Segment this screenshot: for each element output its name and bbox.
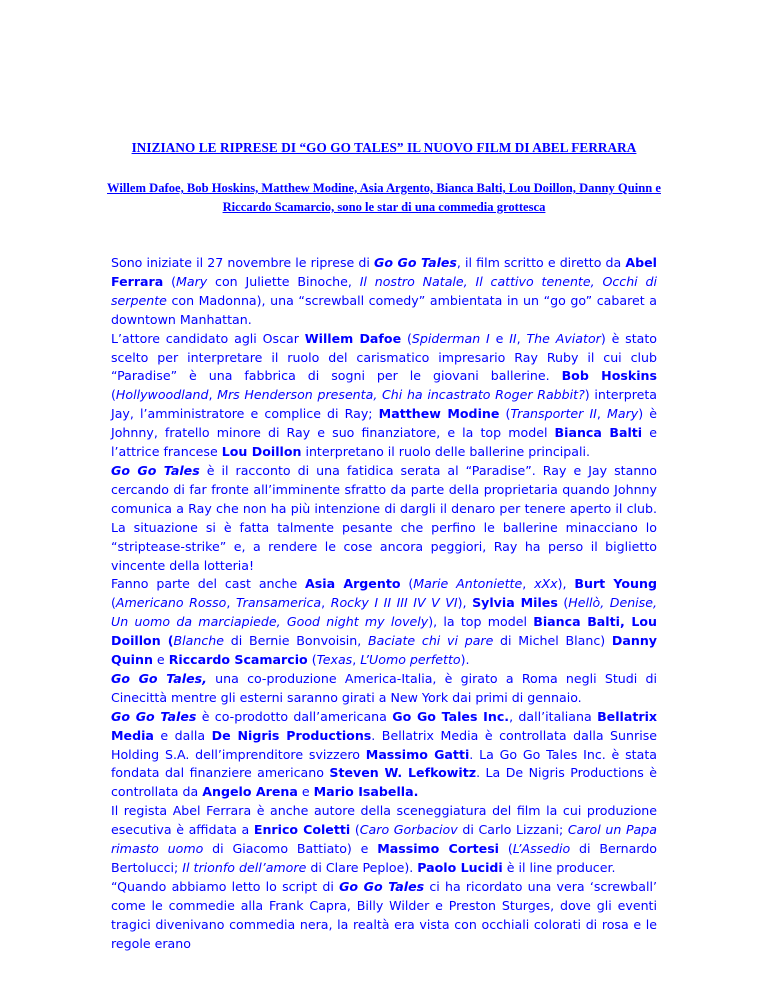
text-run: ). — [460, 652, 470, 668]
text-run: Hollywoodland — [115, 387, 209, 403]
text-run: L’Assedio — [512, 841, 571, 857]
document-subtitle: Willem Dafoe, Bob Hoskins, Matthew Modine, Asia Argento, Bianca Balti, Lou Doillon, Danny Quinn e Riccardo Scamarcio, sono le star di una commedia grottesca — [107, 181, 661, 214]
text-run: Il regista Abel Ferrara è anche autore della sceneggiatura del film la cui produzione esecutiva è affidata a — [111, 803, 657, 838]
text-run: Carol un Papa rimasto uomo — [111, 822, 657, 857]
text-run: è co-prodotto dall’americana — [196, 708, 393, 724]
text-run: Sono iniziate il 27 novembre le riprese di — [111, 255, 374, 270]
text-run: ) interpreta Jay, l’amministratore e complice di Ray; — [111, 387, 658, 422]
text-run: Abel Ferrara — [111, 255, 657, 289]
text-run: Paolo Lucidi — [417, 860, 503, 875]
text-run: Sylvia Miles — [472, 595, 558, 611]
text-run: Transamerica — [235, 595, 322, 611]
text-run: ), — [457, 595, 473, 611]
paragraph — [111, 670, 657, 708]
text-run: ( — [350, 822, 360, 838]
text-run: ci ha ricordato una vera ‘screwball’ come le commedie alla Frank Capra, Billy Wilder e Preston Sturges, dove gli eventi tragici divenivano commedia nera, la realtà era vista con occhiali colorati di rosa e le regole erano — [111, 878, 657, 951]
paragraph — [111, 708, 657, 803]
text-run: e — [297, 784, 314, 800]
text-run: , — [522, 576, 535, 592]
text-run: Massimo Gatti — [365, 746, 470, 762]
text-run: Marie Antoniette — [413, 576, 523, 592]
text-run: Go Go Tales Inc. — [392, 708, 510, 724]
text-run: ( — [499, 406, 511, 422]
text-run: Massimo Cortesi — [377, 841, 500, 857]
text-run: Mary — [176, 273, 208, 289]
text-run: e — [489, 330, 510, 346]
text-run: Angelo Arena — [202, 784, 298, 800]
text-run: è il line producer. — [502, 860, 616, 875]
text-run: Asia Argento — [305, 576, 401, 592]
text-run: Bianca Balti, Lou Doillon ( — [111, 614, 657, 649]
text-run: Transporter II — [510, 406, 597, 422]
paragraph — [111, 878, 657, 954]
text-run: ( — [307, 652, 317, 668]
text-run: Burt Young — [574, 576, 657, 592]
text-run: ( — [163, 273, 177, 289]
text-run: Bianca Balti — [554, 425, 643, 441]
text-run: ( — [111, 387, 116, 403]
document-title: INIZIANO LE RIPRESE DI “GO GO TALES” IL NUOVO FILM DI ABEL FERRARA — [131, 140, 637, 155]
text-run: di Carlo Lizzani; — [457, 822, 568, 838]
text-run: “Quando abbiamo letto lo script di — [111, 878, 340, 894]
text-run: Danny Quinn — [111, 633, 657, 668]
text-run: e l’attrice francese — [111, 425, 657, 460]
text-run: Texas — [316, 652, 353, 668]
text-run: The Aviator — [526, 330, 601, 346]
text-run: II — [509, 330, 517, 346]
text-run: Americano Rosso — [115, 595, 227, 611]
text-run: Go Go Tales — [111, 708, 197, 724]
text-run: interpretano il ruolo delle ballerine principali. — [301, 444, 591, 460]
text-run: Il nostro Natale, Il cattivo tenente, Occhi di serpente — [111, 273, 658, 308]
paragraph — [111, 575, 657, 670]
text-run: Matthew Modine — [378, 406, 500, 422]
text-run: De Nigris Productions — [211, 727, 372, 743]
text-run: . La De Nigris Productions è controllata da — [111, 765, 657, 800]
text-run: ) è Johnny, fratello minore di Ray e suo finanziatore, e la top model — [111, 406, 657, 441]
text-run: Hellò, Denise, Un uomo da marciapiede, Good night my lovely — [111, 595, 657, 630]
text-run: L’Uomo perfetto — [360, 652, 461, 668]
text-run: , dall’italiana — [509, 708, 598, 724]
text-run: Mrs Henderson presenta, Chi ha incastrato Roger Rabbit? — [217, 387, 585, 403]
text-run: Mary — [607, 406, 639, 422]
text-run: Blanche — [173, 633, 225, 649]
text-run: Bellatrix Media — [111, 708, 658, 743]
paragraph — [111, 330, 657, 462]
text-run: Willem Dafoe — [304, 330, 402, 346]
text-run: xXx — [534, 576, 558, 592]
text-run: , — [208, 387, 218, 403]
text-run: ) è stato scelto per interpretare il ruolo del carismatico impresario Ray Ruby il cui club “Paradise” è una fabbrica di sogni per le giovani ballerine. — [111, 330, 658, 384]
text-run: di Bernie Bonvoisin, — [224, 633, 368, 649]
text-run: di Michel Blanc) — [493, 633, 612, 649]
text-run: Go Go Tales — [339, 878, 425, 894]
text-run: Lou Doillon — [221, 444, 302, 460]
paragraph — [111, 802, 657, 878]
text-run: è il racconto di una fatidica serata al “Paradise”. Ray e Jay stanno cercando di far fronte all’imminente sfratto da parte della proprietaria quando Johnny comunica a Ray che non ha più intenzione di dargli il denaro per tenere aperto il club. La situazione si è fatta talmente pesante che perfino le ballerine minacciano lo “striptease-strike” e, a rendere le cose ancora peggiori, Ray ha perso il biglietto vincente della lotteria! — [111, 462, 657, 573]
text-run: Caro Gorbaciov — [359, 822, 458, 838]
text-run: Steven W. Lefkowitz — [329, 765, 477, 781]
text-run: ), — [557, 576, 575, 592]
text-run: , — [596, 406, 607, 422]
text-run: , — [352, 652, 361, 668]
text-run: ( — [111, 595, 116, 611]
text-run: Bob Hoskins — [561, 368, 657, 384]
text-run: Baciate chi vi pare — [368, 633, 494, 649]
text-run: , — [226, 595, 236, 611]
text-run: Go Go Tales, — [111, 670, 207, 686]
text-run: . La Go Go Tales Inc. è stata fondata dal finanziere americano — [111, 746, 657, 781]
text-run: Spiderman I — [411, 330, 490, 346]
text-run: ), la top model — [428, 614, 534, 630]
text-run: Enrico Coletti — [253, 822, 351, 838]
text-run: con Madonna), una “screwball comedy” ambientata in un “go go” cabaret a downtown Manhattan. — [111, 292, 657, 327]
text-run: Mario Isabella. — [313, 784, 419, 800]
text-run: di Bernardo Bertolucci; — [111, 841, 658, 875]
text-run: Fanno parte del cast anche — [111, 576, 306, 592]
text-run: ( — [499, 841, 513, 857]
text-run: una co-produzione America-Italia, è girato a Roma negli Studi di Cinecittà mentre gli esterni saranno girati a New York dai primi di gennaio. — [111, 670, 657, 705]
text-run: Go Go Tales — [111, 462, 200, 478]
text-run: Il trionfo dell’amore — [182, 860, 307, 875]
text-run: con Juliette Binoche, — [207, 273, 360, 289]
text-run: L’attore candidato agli Oscar — [111, 330, 305, 346]
paragraph — [111, 254, 657, 330]
text-run: Rocky I II III IV V VI — [330, 595, 458, 611]
text-run: Go Go Tales — [374, 255, 457, 270]
text-run: . Bellatrix Media è controllata dalla Sunrise Holding S.A. dell’imprenditore svizzero — [111, 727, 658, 762]
text-run: ( — [401, 330, 412, 346]
text-run: Riccardo Scamarcio — [168, 652, 308, 668]
text-run: e dalla — [153, 727, 212, 743]
text-run: di Giacomo Battiato) e — [203, 841, 378, 857]
paragraph — [111, 462, 657, 575]
text-run: , — [516, 330, 527, 346]
document-body — [111, 254, 657, 954]
text-run: e — [152, 652, 169, 668]
text-run: , il film scritto e diretto da — [456, 255, 626, 270]
text-run: ( — [557, 595, 569, 611]
text-run: di Clare Peploe). — [306, 860, 418, 875]
text-run: , — [321, 595, 331, 611]
text-run: ( — [400, 576, 414, 592]
